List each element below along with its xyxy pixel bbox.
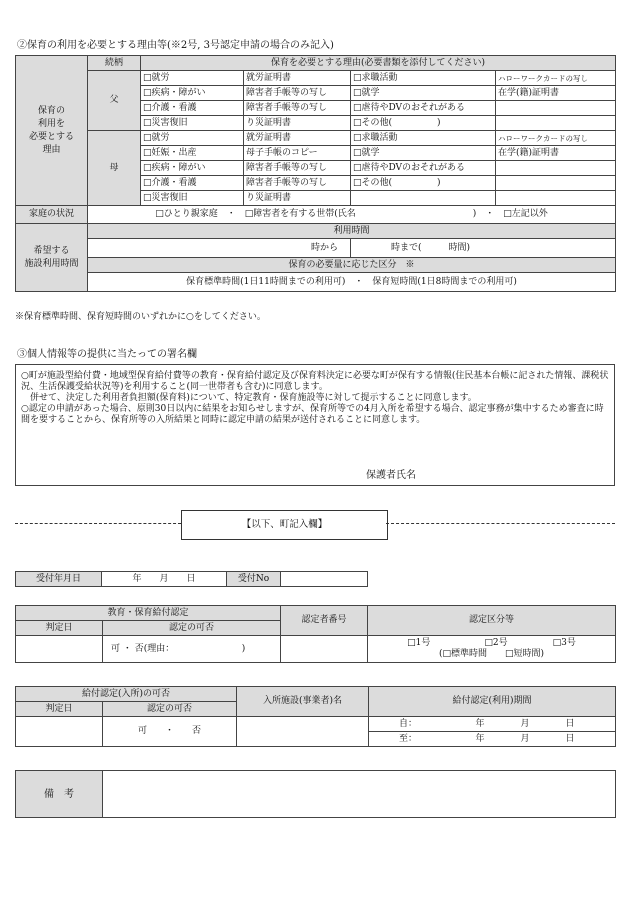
father-doc: ハローワークカードの写し [496, 71, 616, 86]
period-to[interactable]: 至： 年 月 日 [369, 732, 616, 747]
facility-name-header: 入所施設(事業者)名 [237, 687, 369, 717]
category-options[interactable]: 保育標準時間(1日11時間までの利用可) ・ 保育短時間(1日8時間までの利用可) [88, 273, 616, 292]
cert-category-header: 認定区分等 [368, 606, 616, 636]
cert1-header: 教育・保育給付認定 [16, 606, 281, 621]
father-doc: り災証明書 [244, 116, 351, 131]
family-label: 家庭の状況 [16, 206, 88, 224]
father-label: 父 [88, 71, 141, 131]
father-reason[interactable]: □その他( ) [351, 116, 496, 131]
reception-table [15, 571, 368, 587]
father-reason[interactable]: □疾病・障がい [141, 86, 244, 101]
father-doc: 就労証明書 [244, 71, 351, 86]
father-reason[interactable]: □虐待やDVのおそれがある [351, 101, 496, 116]
mother-label: 母 [88, 131, 141, 206]
cert2-approval: 認定の可否 [103, 702, 237, 717]
father-doc: 障害者手帳等の写し [244, 101, 351, 116]
mother-doc: り災証明書 [244, 191, 351, 206]
certification-table [15, 605, 616, 663]
father-reason[interactable]: □就労 [141, 71, 244, 86]
section2-title: ②保育の利用を必要とする理由等(※2号, 3号認定申請の場合のみ記入) [17, 40, 334, 51]
mother-reason[interactable]: □虐待やDVのおそれがある [351, 161, 496, 176]
remarks-field[interactable] [103, 771, 616, 818]
cert2-approval-field[interactable]: 可 ・ 否 [103, 717, 237, 747]
section2-note: ※保育標準時間、保育短時間のいずれかに○をしてください。 [15, 312, 266, 322]
cert-category-line: (□標準時間 □短時間) [439, 649, 545, 659]
town-section-label: 【以下、町記入欄】 [181, 510, 388, 540]
consent-paragraph: ○認定の申請があった場合、原則30日以内に結果をお知らせしますが、保育所等での4月入所を希望する場合、認定事務が集中するため審査に時間を要することから、保育所等の入所結果と同時に認定申請の結果が送付されることに同意します。 [21, 404, 604, 425]
remarks-label: 備 考 [16, 771, 103, 818]
consent-paragraph: ○町が施設型給付費・地域型保育給付費等の教育・保育給付認定及び保育料決定に必要な町が保有する情報(住民基本台帳に記された情報、課税状況、生活保護受給状況等)を利用すること(同一世帯者も含む)に同意します。 [21, 371, 609, 392]
mother-doc [496, 161, 616, 176]
facility-label: 希望する 施設利用時間 [16, 224, 88, 292]
reception-date-field[interactable]: 年 月 日 [102, 572, 227, 587]
usage-to[interactable]: 時まで( 時間) [351, 239, 616, 258]
mother-doc: 障害者手帳等の写し [244, 161, 351, 176]
mother-reason[interactable]: □介護・看護 [141, 176, 244, 191]
cert2-judge-date-field[interactable] [16, 717, 103, 747]
reason-header: 保育を必要とする理由(必要書類を添付してください) [141, 56, 616, 71]
mother-reason[interactable]: □就学 [351, 146, 496, 161]
cert-number-header: 認定者番号 [281, 606, 368, 636]
mother-doc: 母子手帳のコピー [244, 146, 351, 161]
mother-doc: 障害者手帳等の写し [244, 176, 351, 191]
cert1-judge-date-field[interactable] [16, 636, 103, 663]
mother-reason[interactable]: □災害復旧 [141, 191, 244, 206]
mother-reason [351, 191, 496, 206]
relation-header: 続柄 [88, 56, 141, 71]
mother-reason[interactable]: □疾病・障がい [141, 161, 244, 176]
mother-reason[interactable]: □妊娠・出産 [141, 146, 244, 161]
mother-doc [496, 191, 616, 206]
mother-doc: ハローワークカードの写し [496, 131, 616, 146]
reason-left-label: 保育の 利用を 必要とする 理由 [16, 56, 88, 206]
usage-time-header: 利用時間 [88, 224, 616, 239]
cert1-approval: 認定の可否 [103, 621, 281, 636]
cert2-header: 給付認定(入所)の可否 [16, 687, 237, 702]
mother-reason[interactable]: □その他( ) [351, 176, 496, 191]
cert-number-field[interactable] [281, 636, 368, 663]
father-reason[interactable]: □災害復旧 [141, 116, 244, 131]
mother-reason[interactable]: □就労 [141, 131, 244, 146]
father-row [16, 71, 616, 86]
father-doc: 在学(籍)証明書 [496, 86, 616, 101]
mother-row [16, 131, 616, 146]
mother-reason[interactable]: □求職活動 [351, 131, 496, 146]
admission-table [15, 686, 616, 747]
cert1-approval-field[interactable]: 可 ・ 否(理由： ) [103, 636, 281, 663]
dashed-divider-left [15, 523, 181, 524]
father-reason[interactable]: □就学 [351, 86, 496, 101]
consent-paragraph: 併せて、決定した利用者負担額(保育料)について、特定教育・保育施設等に対して提示することに同意します。 [21, 393, 477, 403]
mother-doc: 在学(籍)証明書 [496, 146, 616, 161]
cert-category-line: □1号 □2号 □3号 [407, 638, 576, 648]
period-header: 給付認定(利用)期間 [369, 687, 616, 717]
father-doc: 障害者手帳等の写し [244, 86, 351, 101]
father-doc [496, 101, 616, 116]
reception-no-label: 受付No [227, 572, 281, 587]
father-reason[interactable]: □求職活動 [351, 71, 496, 86]
guardian-name-label: 保護者氏名 [366, 470, 416, 481]
cert2-judge-date: 判定日 [16, 702, 103, 717]
dashed-divider-right [386, 523, 615, 524]
section3-title: ③個人情報等の提供に当たっての署名欄 [17, 349, 197, 360]
father-doc [496, 116, 616, 131]
mother-doc: 就労証明書 [244, 131, 351, 146]
remarks-table [15, 770, 616, 818]
reception-no-field[interactable] [281, 572, 368, 587]
facility-name-field[interactable] [237, 717, 369, 747]
mother-doc [496, 176, 616, 191]
cert-category-field[interactable] [368, 636, 616, 663]
consent-box [15, 364, 615, 486]
period-from[interactable]: 自： 年 月 日 [369, 717, 616, 732]
reason-table [15, 55, 616, 292]
cert1-judge-date: 判定日 [16, 621, 103, 636]
usage-from[interactable]: 時から [88, 239, 351, 258]
father-reason[interactable]: □介護・看護 [141, 101, 244, 116]
reception-date-label: 受付年月日 [16, 572, 102, 587]
family-options[interactable]: □ひとり親家庭 ・ □障害者を有する世帯(氏名 ) ・ □左記以外 [88, 206, 616, 224]
category-header: 保育の必要量に応じた区分 ※ [88, 258, 616, 273]
